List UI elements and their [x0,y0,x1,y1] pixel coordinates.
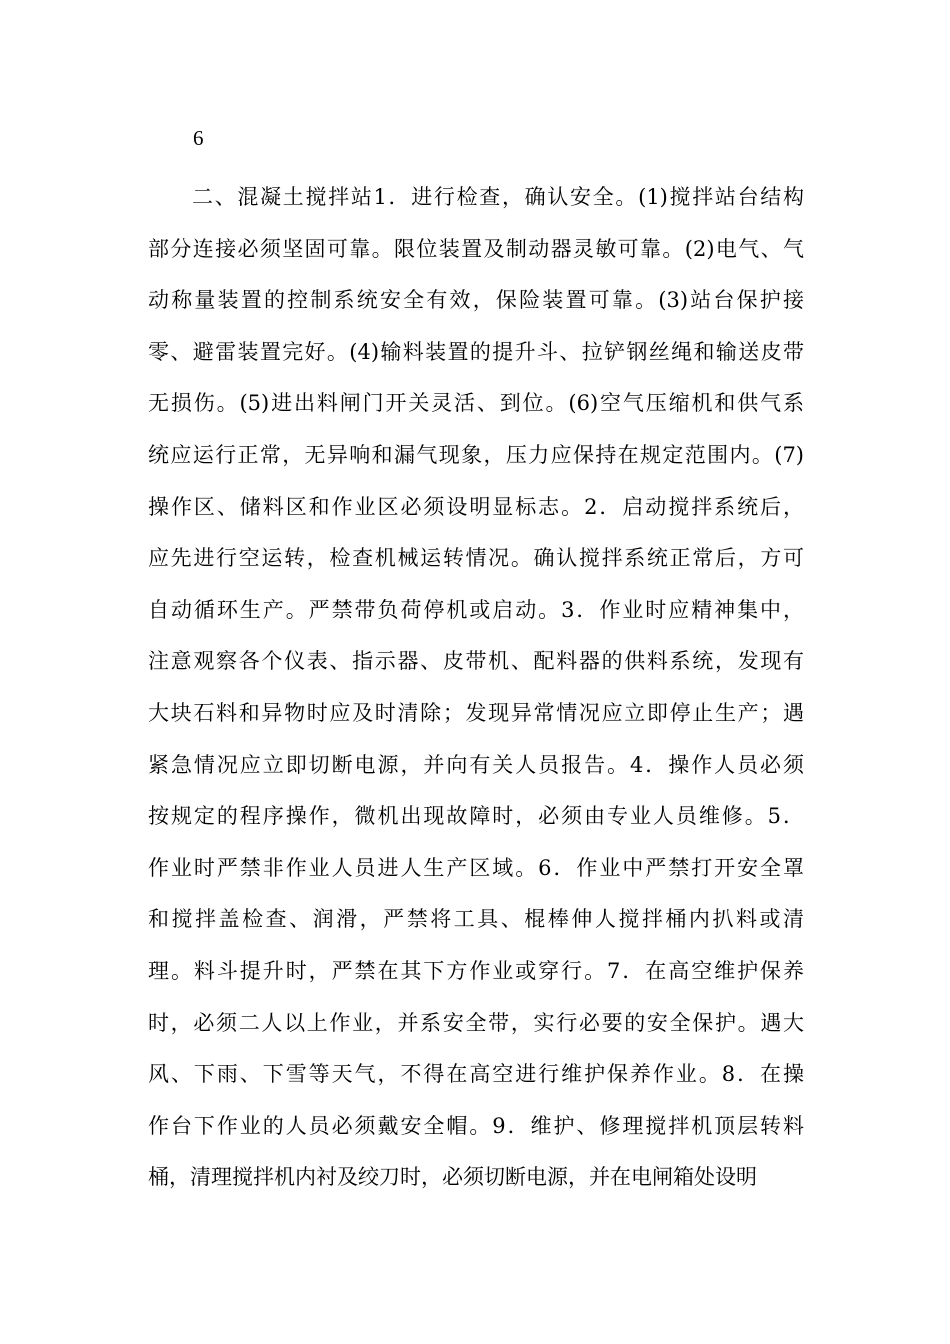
page-number: 6 [193,126,204,150]
text-line: 风、下雨、下雪等天气，不得在高空进行维护保养作业。8．在操 [148,1062,804,1087]
text-line: 大块石料和异物时应及时清除；发现异常情况应立即停止生产；遇 [148,700,804,725]
text-line: 部分连接必须坚固可靠。限位装置及制动器灵敏可靠。(2)电气、气 [148,236,804,261]
text-line: 统应运行正常，无异响和漏气现象，压力应保持在规定范围内。(7) [148,442,804,467]
text-line: 无损伤。(5)进出料闸门开关灵活、到位。(6)空气压缩机和供气系 [148,391,804,416]
text-line: 和搅拌盖检查、润滑，严禁将工具、棍棒伸人搅拌桶内扒料或清 [148,907,804,932]
text-line: 零、避雷装置完好。(4)输料装置的提升斗、拉铲钢丝绳和输送皮带 [148,339,804,364]
text-line: 紧急情况应立即切断电源，并向有关人员报告。4．操作人员必须 [148,752,804,777]
text-line: 自动循环生产。严禁带负荷停机或启动。3．作业时应精神集中， [148,597,804,622]
text-line: 按规定的程序操作，微机出现故障时，必须由专业人员维修。5． [148,804,804,829]
body-paragraph [148,172,804,1204]
text-line: 时，必须二人以上作业，并系安全带，实行必要的安全保护。遇大 [148,1010,804,1035]
text-line: 动称量装置的控制系统安全有效，保险装置可靠。(3)站台保护接 [148,288,804,313]
text-line: 作业时严禁非作业人员进人生产区域。6．作业中严禁打开安全罩 [148,855,804,880]
text-line: 作台下作业的人员必须戴安全帽。9．维护、修理搅拌机顶层转料 [148,1113,804,1138]
text-line: 注意观察各个仪表、指示器、皮带机、配料器的供料系统，发现有 [148,649,804,674]
text-line: 应先进行空运转，检查机械运转情况。确认搅拌系统正常后，方可 [148,546,804,571]
text-line: 桶，清理搅拌机内衬及绞刀时，必须切断电源，并在电闸箱处设明 [148,1165,757,1190]
text-line: 操作区、储料区和作业区必须设明显标志。2．启动搅拌系统后， [148,494,804,519]
text-line: 理。料斗提升时，严禁在其下方作业或穿行。7．在高空维护保养 [148,958,804,983]
text-line: 二、混凝土搅拌站1．进行检查，确认安全。(1)搅拌站台结构 [192,185,804,209]
